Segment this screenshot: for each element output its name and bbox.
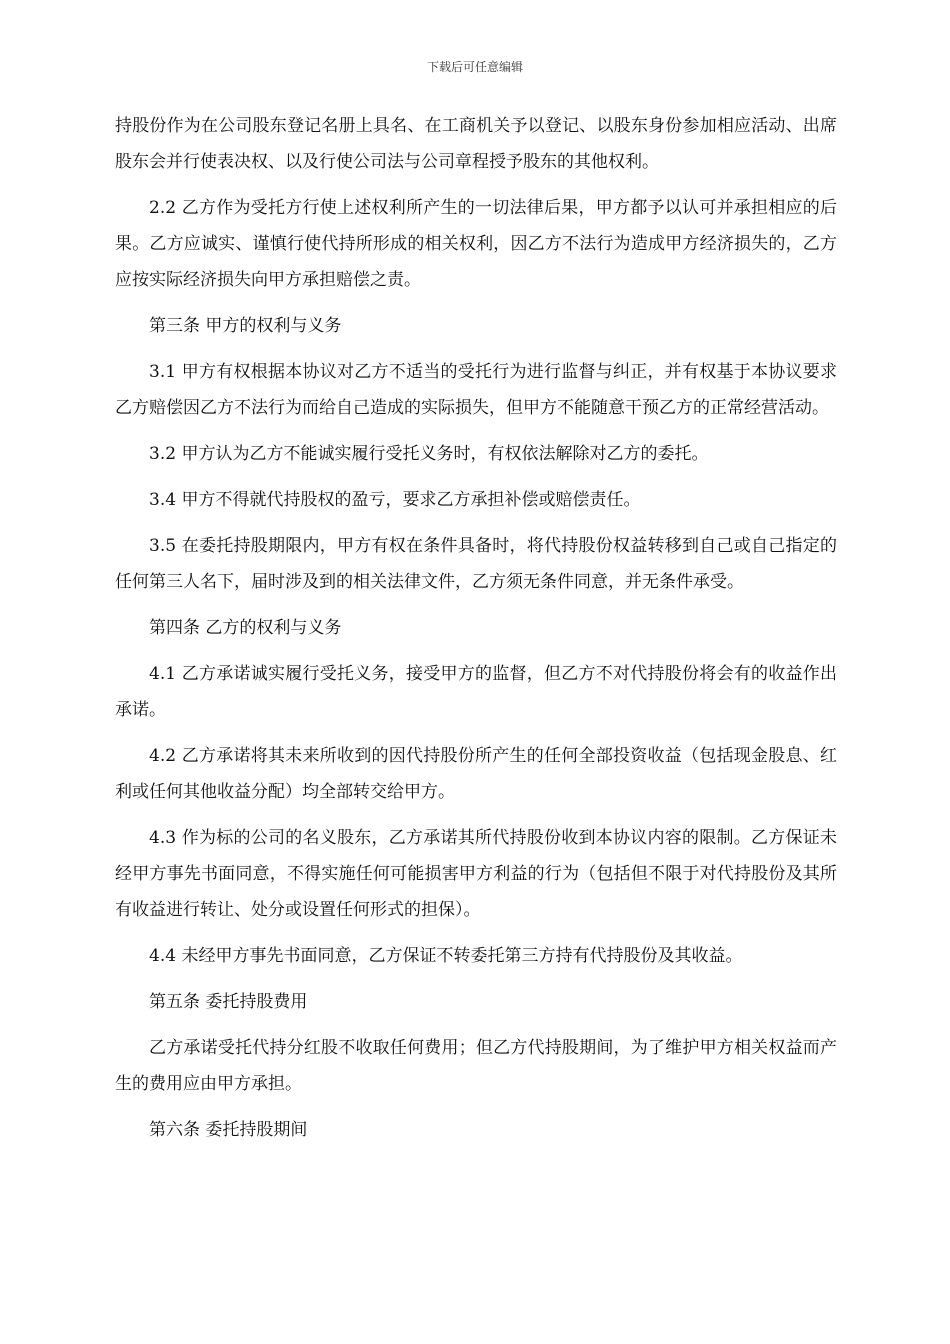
paragraph: 3.2 甲方认为乙方不能诚实履行受托义务时，有权依法解除对乙方的委托。 — [149, 444, 709, 464]
paragraph: 3.5 在委托持股期限内，甲方有权在条件具备时，将代持股份权益转移到自己或自己指定的任何第三人名下，届时涉及到的相关法律文件，乙方须无条件同意，并无条件承受。 — [115, 536, 837, 592]
section-heading: 第三条 甲方的权利与义务 — [149, 316, 342, 336]
paragraph: 2.2 乙方作为受托方行使上述权利所产生的一切法律后果，甲方都予以认可并承担相应的后果。乙方应诚实、谨慎行使代持所形成的相关权利，因乙方不法行为造成甲方经济损失的，乙方应按实际经济损失向甲方承担赔偿之责。 — [115, 198, 837, 290]
paragraph: 乙方承诺受托代持分红股不收取任何费用；但乙方代持股期间，为了维护甲方相关权益而产生的费用应由甲方承担。 — [115, 1038, 837, 1094]
section-heading: 第六条 委托持股期间 — [149, 1120, 308, 1140]
paragraph: 4.4 未经甲方事先书面同意，乙方保证不转委托第三方持有代持股份及其收益。 — [149, 946, 743, 966]
paragraph: 4.1 乙方承诺诚实履行受托义务，接受甲方的监督，但乙方不对代持股份将会有的收益作出承诺。 — [115, 664, 837, 720]
document-body — [115, 108, 837, 1158]
paragraph: 3.1 甲方有权根据本协议对乙方不适当的受托行为进行监督与纠正，并有权基于本协议要求乙方赔偿因乙方不法行为而给自己造成的实际损失，但甲方不能随意干预乙方的正常经营活动。 — [115, 362, 837, 418]
section-heading: 第五条 委托持股费用 — [149, 992, 308, 1012]
paragraph: 4.2 乙方承诺将其未来所收到的因代持股份所产生的任何全部投资收益（包括现金股息、红利或任何其他收益分配）均全部转交给甲方。 — [115, 746, 837, 802]
section-heading: 第四条 乙方的权利与义务 — [149, 618, 342, 638]
paragraph: 4.3 作为标的公司的名义股东，乙方承诺其所代持股份收到本协议内容的限制。乙方保证未经甲方事先书面同意，不得实施任何可能损害甲方利益的行为（包括但不限于对代持股份及其所有收益进行转让、处分或设置任何形式的担保）。 — [115, 828, 837, 920]
page-header: 下载后可任意编辑 — [426, 60, 523, 74]
paragraph: 3.4 甲方不得就代持股权的盈亏，要求乙方承担补偿或赔偿责任。 — [149, 490, 641, 510]
paragraph: 持股份作为在公司股东登记名册上具名、在工商机关予以登记、以股东身份参加相应活动、出席股东会并行使表决权、以及行使公司法与公司章程授予股东的其他权利。 — [115, 116, 837, 172]
